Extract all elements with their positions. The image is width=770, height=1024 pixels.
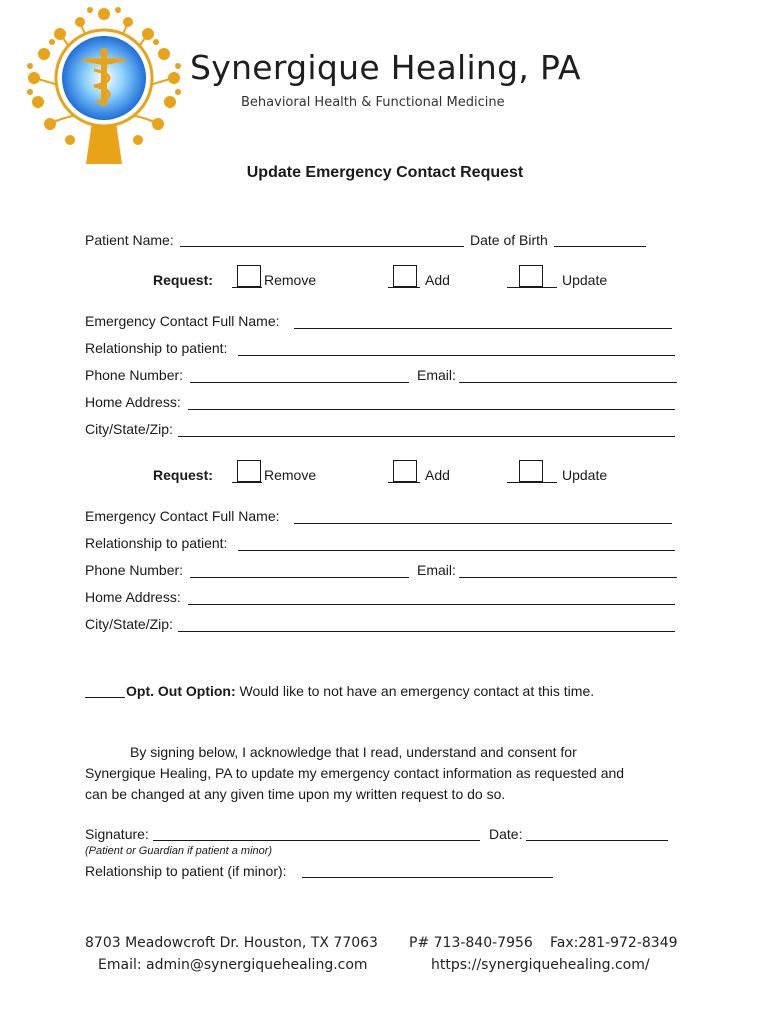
city-state-zip-field[interactable]	[178, 631, 675, 632]
email-label: Email:	[417, 367, 456, 383]
footer-email: Email: admin@synergiquehealing.com	[98, 957, 368, 973]
consent-line-3: can be changed at any given time upon my written request to do so.	[85, 786, 506, 802]
form-title: Update Emergency Contact Request	[246, 164, 524, 181]
emergency-contact-name-label: Emergency Contact Full Name:	[85, 508, 280, 524]
home-address-label: Home Address:	[85, 394, 181, 410]
email-label: Email:	[417, 562, 456, 578]
remove-option-label: Remove	[264, 467, 317, 483]
email-field[interactable]	[459, 382, 677, 383]
email-field[interactable]	[459, 577, 677, 578]
home-address-label: Home Address:	[85, 589, 181, 605]
city-state-zip-label: City/State/Zip:	[85, 616, 173, 632]
request-label: Request:	[153, 467, 213, 483]
minor-relationship-label: Relationship to patient (if minor):	[85, 863, 287, 879]
signature-date-field[interactable]	[526, 840, 668, 841]
remove-option-label: Remove	[264, 272, 317, 288]
relationship-field[interactable]	[238, 550, 675, 551]
remove-checkbox[interactable]	[237, 265, 261, 287]
date-of-birth-label: Date of Birth	[470, 232, 548, 248]
footer-website: https://synergiquehealing.com/	[431, 957, 650, 973]
footer-address: 8703 Meadowcroft Dr. Houston, TX 77063	[85, 935, 378, 951]
home-address-field[interactable]	[188, 604, 675, 605]
signature-label: Signature:	[85, 826, 149, 842]
relationship-label: Relationship to patient:	[85, 340, 228, 356]
emergency-contact-name-label: Emergency Contact Full Name:	[85, 313, 280, 329]
organization-name: Synergique Healing, PA	[190, 48, 581, 87]
opt-out-text: Would like to not have an emergency contact at this time.	[235, 683, 595, 699]
emergency-contact-name-field[interactable]	[294, 328, 672, 329]
tree-of-life-logo-icon	[20, 2, 188, 168]
request-label: Request:	[153, 272, 213, 288]
add-option-label: Add	[425, 467, 450, 483]
patient-name-field[interactable]	[180, 246, 464, 247]
city-state-zip-label: City/State/Zip:	[85, 421, 173, 437]
phone-number-field[interactable]	[190, 577, 409, 578]
phone-number-label: Phone Number:	[85, 562, 184, 578]
add-checkbox[interactable]	[393, 460, 417, 482]
signature-note: (Patient or Guardian if patient a minor)	[85, 845, 273, 857]
organization-tagline: Behavioral Health & Functional Medicine	[241, 95, 505, 110]
city-state-zip-field[interactable]	[178, 436, 675, 437]
relationship-label: Relationship to patient:	[85, 535, 228, 551]
add-checkbox[interactable]	[393, 265, 417, 287]
signature-field[interactable]	[153, 840, 480, 841]
phone-number-field[interactable]	[190, 382, 409, 383]
emergency-contact-name-field[interactable]	[294, 523, 672, 524]
update-checkbox[interactable]	[519, 265, 543, 287]
remove-checkbox[interactable]	[237, 460, 261, 482]
footer-fax: Fax:281-972-8349	[550, 935, 678, 951]
consent-line-2: Synergique Healing, PA to update my emergency contact information as requested and	[85, 765, 625, 781]
add-option-label: Add	[425, 272, 450, 288]
phone-number-label: Phone Number:	[85, 367, 184, 383]
date-of-birth-field[interactable]	[554, 246, 646, 247]
signature-date-label: Date:	[489, 826, 523, 842]
minor-relationship-field[interactable]	[302, 877, 553, 878]
update-option-label: Update	[562, 467, 608, 483]
footer-phone: P# 713-840-7956	[409, 935, 533, 951]
opt-out-field[interactable]	[85, 697, 125, 698]
home-address-field[interactable]	[188, 409, 675, 410]
consent-line-1: By signing below, I acknowledge that I read, understand and consent for	[130, 744, 577, 760]
update-checkbox[interactable]	[519, 460, 543, 482]
opt-out-label: Opt. Out Option:	[126, 683, 236, 699]
relationship-field[interactable]	[238, 355, 675, 356]
update-option-label: Update	[562, 272, 608, 288]
patient-name-label: Patient Name:	[85, 232, 174, 248]
opt-out-statement	[126, 683, 594, 699]
